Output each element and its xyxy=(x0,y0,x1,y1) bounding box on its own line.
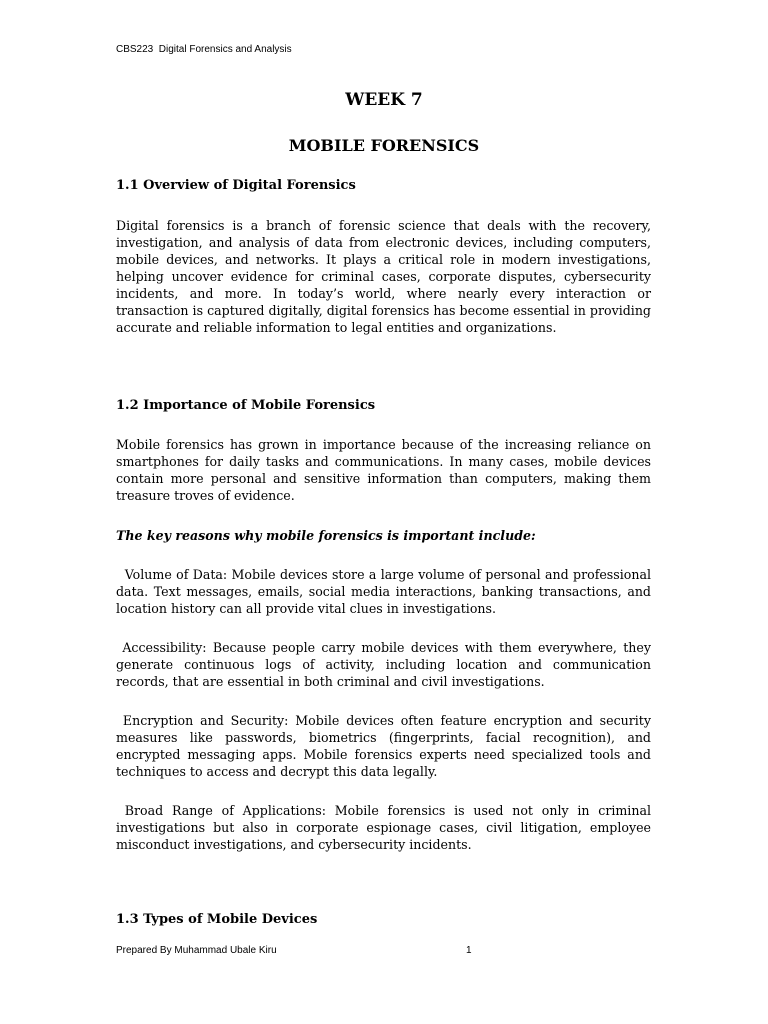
section-heading-importance: 1.2 Importance of Mobile Forensics xyxy=(116,398,376,413)
key-reasons-lead: The key reasons why mobile forensics is important include: xyxy=(116,528,536,543)
reason-broad-range: Broad Range of Applications: Mobile forensics is used not only in criminal investigations but also in corporate espionage cases, civil litigation, employee misconduct investigations, and cybersecurity incidents. xyxy=(116,803,656,852)
document-title: MOBILE FORENSICS xyxy=(288,136,480,155)
reason-volume-of-data: Volume of Data: Mobile devices store a large volume of personal and professional data. Text messages, emails, social media interactions, banking transactions, and location history can all provide vital clues in investigations. xyxy=(116,567,656,616)
page-header: CBS223 Digital Forensics and Analysis xyxy=(116,44,292,55)
reason-accessibility: Accessibility: Because people carry mobile devices with them everywhere, they generate continuous logs of activity, including location and communication records, that are essential in both criminal and civil investigations. xyxy=(116,640,656,689)
section-heading-types: 1.3 Types of Mobile Devices xyxy=(116,912,318,927)
reason-encryption-security: Encryption and Security: Mobile devices often feature encryption and security measures like passwords, biometrics (fingerprints, facial recognition), and encrypted messaging apps. Mobile forensics experts need specialized tools and techniques to access and decrypt this data legally. xyxy=(116,713,656,779)
overview-paragraph: Digital forensics is a branch of forensic science that deals with the recovery, investigation, and analysis of data from electronic devices, including computers, mobile devices, and networks. It plays a critical role in modern investigations, helping uncover evidence for criminal cases, corporate disputes, cybersecurity incidents, and more. In today’s world, where nearly every interaction or transaction is captured digitally, digital forensics has become essential in providing accurate and reliable information to legal entities and organizations. xyxy=(116,218,651,335)
week-title: WEEK 7 xyxy=(345,90,423,110)
section-heading-overview: 1.1 Overview of Digital Forensics xyxy=(116,178,356,193)
importance-paragraph: Mobile forensics has grown in importance because of the increasing reliance on smartphones for daily tasks and communications. In many cases, mobile devices contain more personal and sensitive information than computers, making them treasure troves of evidence. xyxy=(116,437,651,503)
footer-page-number: 1 xyxy=(466,945,472,956)
footer-author: Prepared By Muhammad Ubale Kiru xyxy=(116,945,277,956)
